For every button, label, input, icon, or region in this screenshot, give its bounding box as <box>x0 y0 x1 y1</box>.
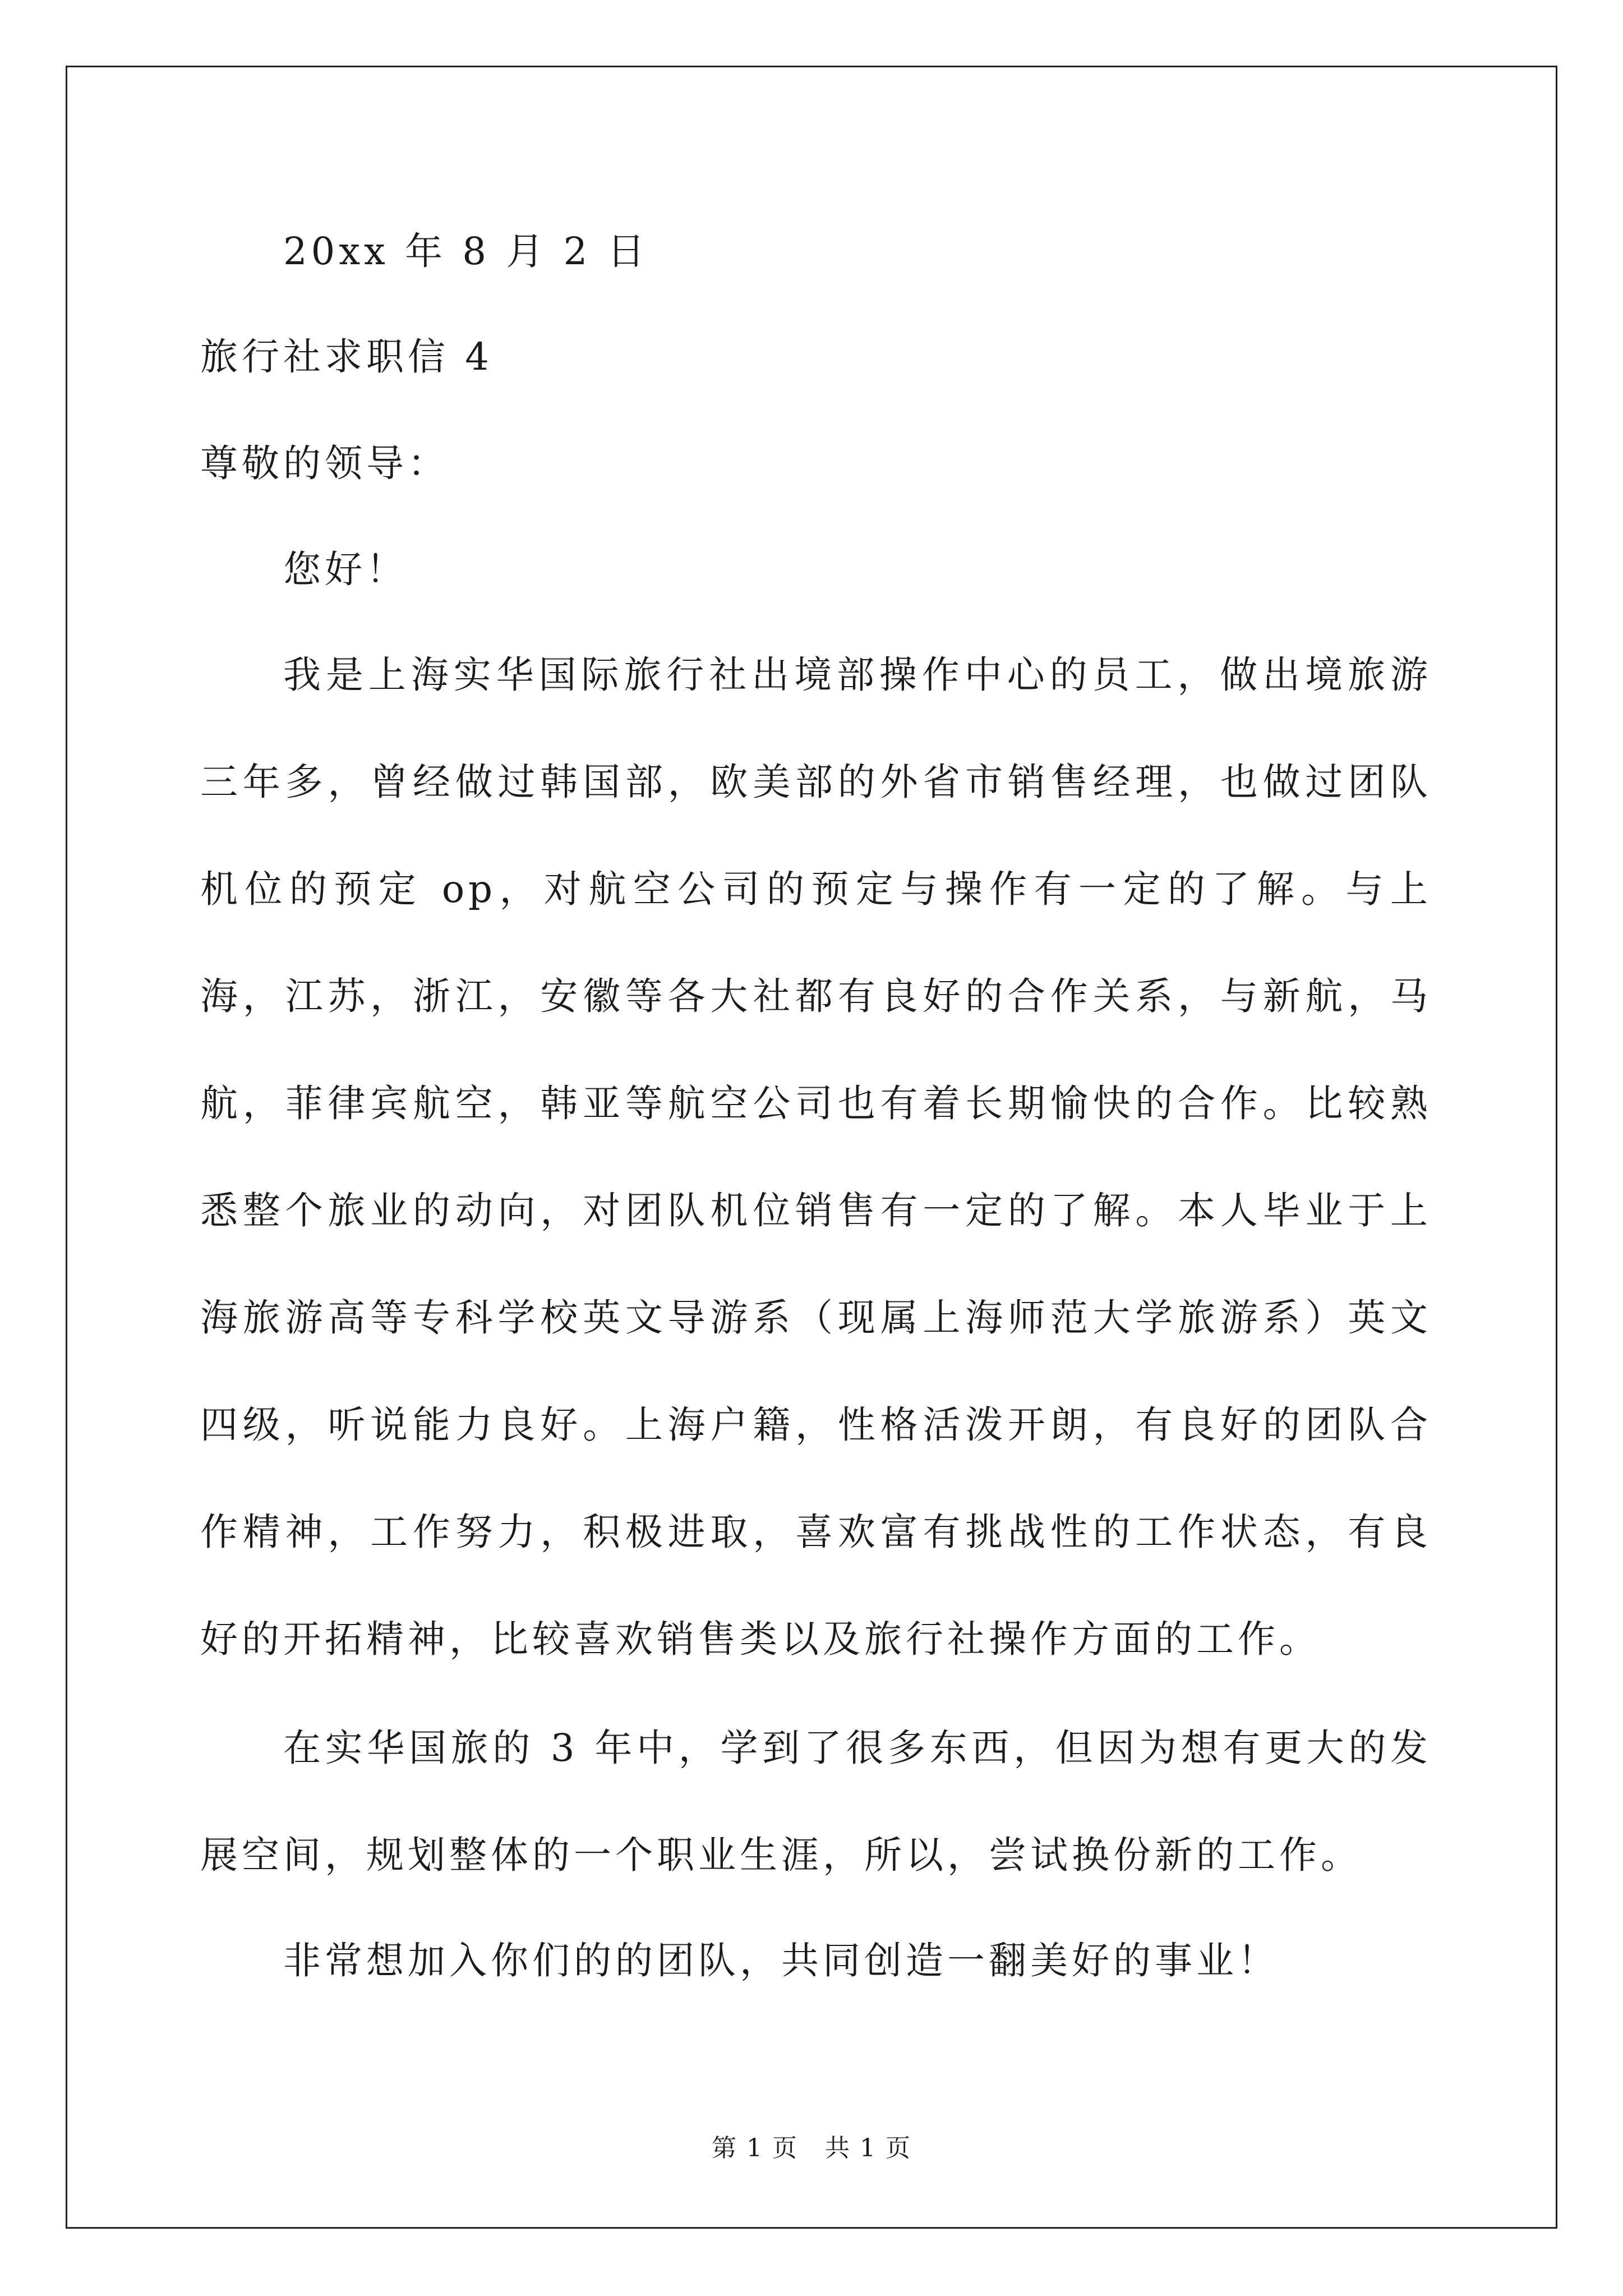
body-paragraph-2: 在实华国旅的 3 年中，学到了很多东西，但因为想有更大的发展空间，规划整体的一个职业生涯，所以，尝试换份新的工作。 <box>200 1726 1432 1877</box>
letter-date: 20xx 年 8 月 2 日 <box>283 229 649 273</box>
page-number: 第 1 页 <box>712 2134 798 2162</box>
page-total: 共 1 页 <box>825 2134 911 2162</box>
letter-salutation: 尊敬的领导： <box>200 441 449 485</box>
letter-title: 旅行社求职信 4 <box>200 335 493 379</box>
body-paragraph-1: 我是上海实华国际旅行社出境部操作中心的员工，做出境旅游三年多，曾经做过韩国部，欧美部的外省市销售经理，也做过团队机位的预定 op，对航空公司的预定与操作有一定的了解。与上海，江苏，浙江，安徽等各大社都有良好的合作关系，与新航，马航，菲律宾航空，韩亚等航空公司也有着长期愉快的合作。比较熟悉整个旅业的动向，对团队机位销售有一定的了解。本人毕业于上海旅游高等专科学校英文导游系（现属上海师范大学旅游系）英文四级，听说能力良好。上海户籍，性格活泼开朗，有良好的团队合作精神，工作努力，积极进取，喜欢富有挑战性的工作状态，有良好的开拓精神，比较喜欢销售类以及旅行社操作方面的工作。 <box>200 653 1432 1661</box>
body-paragraph-3: 非常想加入你们的的团队，共同创造一翻美好的事业！ <box>283 1939 1279 1982</box>
page-footer <box>0 2132 1623 2165</box>
letter-greeting: 您好！ <box>283 547 408 591</box>
